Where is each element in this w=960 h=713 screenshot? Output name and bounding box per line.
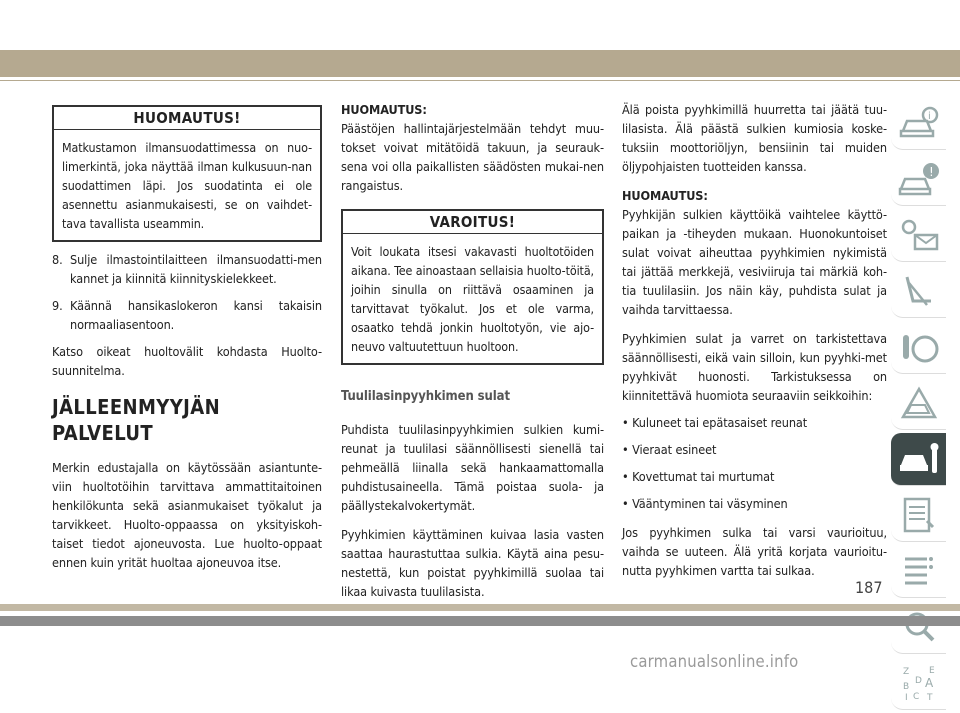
dealer-service-text: Merkin edustajalla on käytössään asiantunte-viin huoltotöihin tarvittava ammattitaitoinen henkilökunta sekä asianmukaiset työkalut ja tarvikkeet. Huolto-oppaassa on yksityiskoh-taiset tiedot ajoneuvosta. Lue huolto-oppaat ennen kuin yrität huoltaa ajoneuvoa itse. — [52, 460, 322, 570]
step-8 — [52, 250, 322, 288]
step-9 — [52, 296, 322, 334]
tab-car-info[interactable] — [891, 97, 946, 150]
index-letter: A — [924, 676, 933, 690]
tab-checklist[interactable] — [891, 489, 946, 542]
tab-car-service[interactable] — [891, 433, 946, 486]
column-3 — [622, 100, 887, 590]
warning-title: VAROITUS! — [343, 211, 602, 234]
svg-text:!: ! — [928, 165, 934, 179]
section-heading: JÄLLEENMYYJÄN PALVELUT — [52, 395, 221, 445]
notice-box — [52, 105, 322, 242]
bullet-item: • Kuluneet tai epätasaiset reunat — [622, 415, 808, 430]
index-letter: I — [904, 693, 908, 703]
car-service-icon — [897, 439, 941, 479]
frost-warning-text: Älä poista pyyhkimillä huurretta tai jäätä tuu-lilasista. Älä päästä sulkien kumiosia koske-tuksiin moottoriöljyn, bensiinin tai muiden öljypohjaisten tuotteiden kanssa. — [622, 102, 887, 174]
svg-text:i: i — [927, 111, 931, 122]
column-1 — [52, 100, 322, 582]
index-letters-icon — [897, 663, 941, 703]
blade-life-text: Pyyhkijän sulkien käyttöikä vaihtelee käyttö-paikan ja -tiheyden mukaan. Huonokuntoiset sulat voivat aiheuttaa pyyhkimien nykimistä tai jättää merkkejä, vesiviiruja tai märkiä koh-tia tuulilasiin. Jos näin käy, puhdista sulat ja vaihda tarvittaessa. — [622, 207, 887, 317]
index-letter: E — [928, 666, 935, 676]
tab-specifications[interactable] — [891, 545, 946, 598]
car-info-icon — [897, 103, 941, 143]
tab-steering[interactable] — [891, 321, 946, 374]
index-letter: D — [914, 676, 922, 686]
replace-blade-text: Jos pyyhkimen sulka tai varsi vaurioituu, vaihda se uuteen. Älä yritä korjata vaurioitu-nutta pyyhkimen vartta tai sulkaa. — [622, 525, 887, 578]
checklist-icon — [897, 495, 941, 535]
emissions-note: Päästöjen hallintajärjestelmään tehdyt muu-tokset voivat mitätöidä takuun, ja seurauk-sena voi olla paikallisten säädösten mukai-nen rangaistus. — [341, 121, 604, 193]
step-number: 9. — [52, 298, 63, 313]
index-letter: C — [912, 692, 919, 702]
warning-box — [341, 209, 604, 365]
footer-band-dark — [0, 616, 960, 626]
step-text: Käännä hansikaslokeron kansi takaisin normaaliasentoon. — [70, 298, 322, 332]
inspection-text: Pyyhkimien sulat ja varret on tarkistettava säännöllisesti, eikä vain silloin, kun pyyhki-met pyyhkivät huonosti. Tarkistuksessa on kiinnitettävä huomiota seuraaviin seikkoihin: — [622, 331, 887, 403]
wiper-cleaning-text: Puhdista tuulilasinpyyhkimien sulkien kumi-reunat ja tuulilasi säännöllisesti sienellä tai pehmeällä liinalla sekä hankaamattomalla puhdistusaineella. Tämä poistaa suola- ja päällystekalvokertymät. — [341, 422, 604, 513]
tab-car-warning[interactable] — [891, 153, 946, 206]
footer-band — [0, 604, 960, 611]
note-label: HUOMAUTUS: — [341, 102, 427, 117]
tab-weather-message[interactable] — [891, 209, 946, 262]
roadside-emergency-icon — [897, 383, 941, 423]
index-letter: T — [926, 693, 932, 703]
maintenance-reference: Katso oikeat huoltovälit kohdasta Huolto-suunnitelma. — [52, 344, 322, 378]
tab-index[interactable] — [891, 657, 946, 710]
warning-body: Voit loukata itsesi vakavasti huoltotöiden aikana. Tee ainoastaan sellaisia huolto-töitä, joihin sinulla on riittävä osaaminen ja tarvittavat työkalut. Jos et ole varma, osaatko tehdä jonkin huoltotyön, vie ajo-neuvo valtuutettuun huoltoon. — [351, 244, 594, 354]
watermark: carmanualsonline.info — [630, 652, 799, 671]
header-band — [0, 50, 960, 77]
wiper-subheading: Tuulilasinpyyhkimen sulat — [341, 389, 510, 404]
tab-seat-safety[interactable] — [891, 265, 946, 318]
tab-roadside-emergency[interactable] — [891, 377, 946, 430]
weather-message-icon — [897, 215, 941, 255]
step-text: Sulje ilmastointilaitteen ilmansuodatti-men kannet ja kiinnitä kiinnityskielekkeet. — [70, 252, 322, 286]
page-number: 187 — [855, 578, 883, 597]
index-letter: Z — [902, 667, 909, 677]
wiper-dry-glass-text: Pyyhkimien käyttäminen kuivaa lasia vasten saattaa haurastuttaa sulkia. Käytä aina pesu-nestettä, kun poistat pyyhkimillä suolaa tai likaa kuivasta tuulilasista. — [341, 527, 604, 599]
seat-safety-icon — [897, 271, 941, 311]
notice-body: Matkustamon ilmansuodattimessa on nuo-limerkintä, joka näyttää ilman kulkusuun-nan suodattimen läpi. Jos suodatinta ei ole asennettu asianmukaisesti, se on vaihdet-tava tavallista useammin. — [62, 140, 312, 231]
bullet-item: • Vääntyminen tai väsyminen — [622, 496, 788, 511]
note-label: HUOMAUTUS: — [622, 188, 708, 203]
car-warning-icon — [897, 159, 941, 199]
bullet-item: • Kovettumat tai murtumat — [622, 469, 775, 484]
column-2 — [341, 100, 604, 611]
bullet-item: • Vieraat esineet — [622, 442, 717, 457]
header-rule — [0, 80, 960, 81]
index-letter: B — [902, 682, 909, 692]
notice-title: HUOMAUTUS! — [54, 107, 320, 130]
search-icon — [897, 607, 941, 647]
step-number: 8. — [52, 252, 63, 267]
specifications-icon — [897, 551, 941, 591]
steering-wheel-icon — [897, 327, 941, 367]
